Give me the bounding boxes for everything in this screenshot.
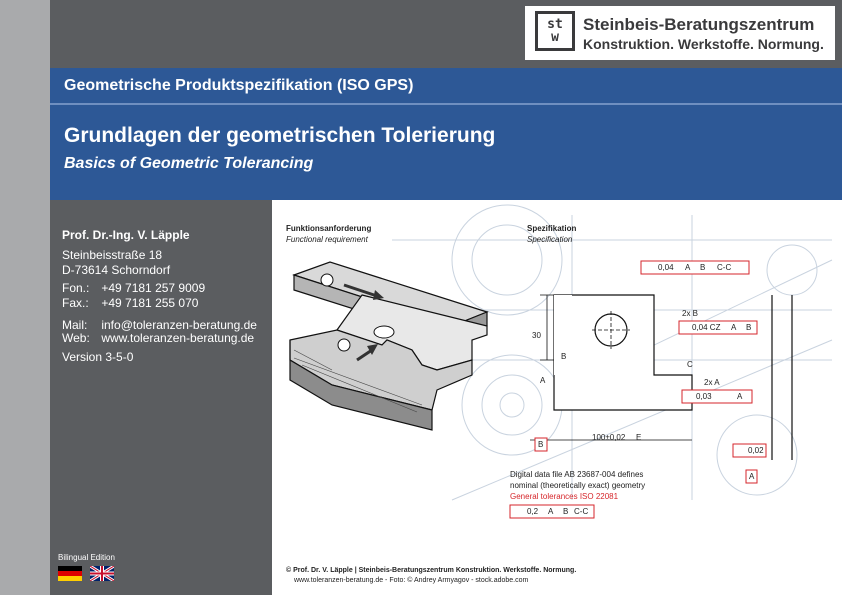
label-b: B bbox=[561, 352, 567, 361]
book-title-german: Grundlagen der geometrischen Tolerierung bbox=[64, 124, 496, 147]
fcf-top-datum-cc: C-C bbox=[717, 263, 732, 272]
functional-title: Funktionsanforderung bbox=[286, 224, 372, 233]
uk-flag-icon bbox=[90, 566, 114, 581]
fcf-perp-datum-a: A bbox=[731, 323, 737, 332]
digital-note-line2: nominal (theoretically exact) geometry bbox=[510, 481, 646, 490]
general-tolerances: General tolerances ISO 22081 bbox=[510, 492, 619, 501]
web-line bbox=[62, 331, 254, 346]
fax-number: +49 7181 255 070 bbox=[101, 296, 199, 310]
org-tagline: Konstruktion. Werkstoffe. Normung. bbox=[583, 36, 824, 52]
author-name: Prof. Dr.-Ing. V. Läpple bbox=[62, 228, 190, 242]
logo-bottom-text: w bbox=[551, 30, 559, 45]
digital-note-line1: Digital data file AB 23687-004 defines bbox=[510, 470, 644, 479]
version-text: Version 3-5-0 bbox=[62, 350, 134, 364]
fax-label: Fax.: bbox=[62, 296, 89, 310]
fcf-right-value: 0,02 bbox=[748, 446, 764, 455]
label-c: C bbox=[687, 360, 693, 369]
specification-drawing bbox=[530, 295, 792, 460]
city-address: D-73614 Schorndorf bbox=[62, 263, 171, 277]
phone-label: Fon.: bbox=[62, 281, 90, 295]
copyright-notice: © Prof. Dr. V. Läpple | Steinbeis-Beratungszentrum Konstruktion. Werkstoffe. Normung. bbox=[286, 567, 577, 574]
fcf-bottom-datum-a: A bbox=[548, 507, 554, 516]
author-sidebar bbox=[50, 200, 272, 595]
fcf-top-datum-a: A bbox=[685, 263, 691, 272]
spec-title: Spezifikation bbox=[527, 224, 577, 233]
dim-100: 100±0,02 bbox=[592, 433, 626, 442]
label-2xb: 2x B bbox=[682, 309, 699, 318]
street-address: Steinbeisstraße 18 bbox=[62, 248, 163, 262]
german-flag-icon bbox=[58, 566, 82, 581]
left-gray-strip bbox=[0, 0, 50, 595]
phone-number: +49 7181 257 9009 bbox=[101, 281, 206, 295]
technical-drawing bbox=[272, 200, 842, 595]
fcf-perp-value: 0,04 CZ bbox=[692, 323, 721, 332]
web-label: Web: bbox=[62, 331, 90, 345]
label-2xa: 2x A bbox=[704, 378, 720, 387]
mail-label: Mail: bbox=[62, 318, 88, 332]
phone-line bbox=[62, 281, 205, 296]
fcf-bottom-value: 0,2 bbox=[527, 507, 539, 516]
fcf-perp2-datum-a: A bbox=[737, 392, 743, 401]
fcf-perp-datum-b: B bbox=[746, 323, 752, 332]
banner-divider bbox=[50, 103, 842, 105]
series-title: Geometrische Produktspezifikation (ISO GPS) bbox=[64, 77, 414, 94]
book-title-english: Basics of Geometric Tolerancing bbox=[64, 155, 314, 172]
steinbeis-logo-icon bbox=[535, 11, 575, 51]
fcf-top-datum-b: B bbox=[700, 263, 706, 272]
datum-a-right: A bbox=[749, 472, 755, 481]
fax-line bbox=[62, 296, 198, 311]
fcf-perp2-value: 0,03 bbox=[696, 392, 712, 401]
bilingual-label: Bilingual Edition bbox=[58, 553, 115, 562]
web-address[interactable]: www.toleranzen-beratung.de bbox=[101, 331, 255, 345]
logo-top-text: st bbox=[547, 17, 563, 32]
mail-address[interactable]: info@toleranzen-beratung.de bbox=[101, 318, 257, 332]
org-name: Steinbeis-Beratungszentrum bbox=[583, 15, 815, 34]
photo-credits: www.toleranzen-beratung.de - Foto: © Andrey Armyagov - stock.adobe.com bbox=[294, 577, 529, 584]
fcf-top-value: 0,04 bbox=[658, 263, 674, 272]
isometric-part-drawing bbox=[290, 262, 487, 430]
functional-subtitle: Functional requirement bbox=[286, 235, 368, 244]
fcf-bottom-datum-b: B bbox=[563, 507, 569, 516]
fcf-bottom-datum-cc: C-C bbox=[574, 507, 589, 516]
datum-b-bottom: B bbox=[538, 440, 544, 449]
envelope-symbol: E bbox=[636, 433, 642, 442]
label-a: A bbox=[540, 376, 546, 385]
spec-subtitle: Specification bbox=[527, 235, 573, 244]
logo-panel bbox=[525, 6, 835, 60]
cover-illustration bbox=[272, 200, 842, 595]
dim-30: 30 bbox=[532, 331, 541, 340]
